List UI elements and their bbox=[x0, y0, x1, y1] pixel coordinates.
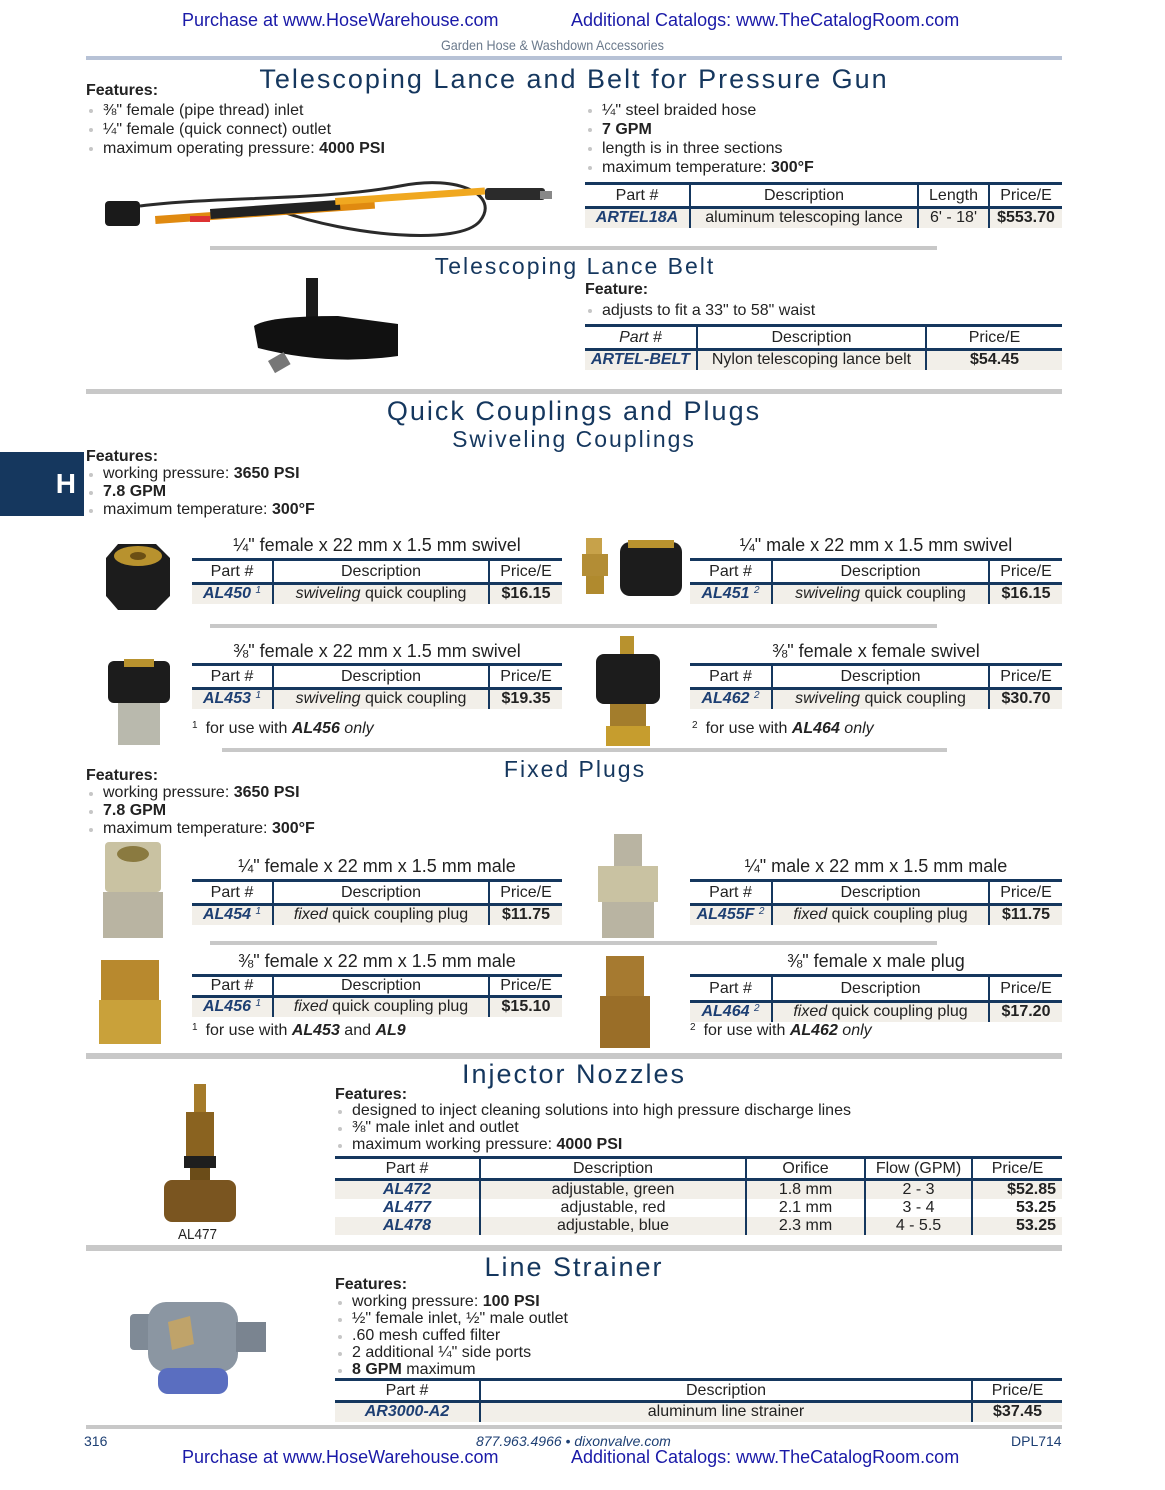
al451-image bbox=[578, 536, 688, 600]
section-subtitle: Garden Hose & Washdown Accessories bbox=[441, 37, 664, 53]
part-number[interactable]: AL454 $^1$ bbox=[192, 905, 273, 925]
col-description: Description bbox=[697, 326, 926, 350]
price: $11.75 bbox=[489, 905, 562, 925]
al451-table bbox=[690, 558, 1062, 604]
flow: 2 - 3 bbox=[865, 1180, 972, 1200]
col-part: Part # bbox=[585, 184, 690, 208]
footnote-1: $^1$ for use with AL453 and AL9 bbox=[192, 1022, 406, 1039]
section-tab-h[interactable]: H bbox=[0, 452, 84, 516]
col-price: Price/E bbox=[489, 881, 562, 905]
table-row bbox=[192, 584, 562, 604]
col-part: Part # bbox=[690, 665, 772, 689]
footnote-2: $^2$ for use with AL464 only bbox=[692, 720, 874, 737]
col-price: Price/E bbox=[989, 560, 1062, 584]
part-number[interactable]: AL450 $^1$ bbox=[192, 584, 273, 604]
part-number[interactable]: AL462 $^2$ bbox=[690, 689, 772, 709]
injector-parts-table bbox=[335, 1156, 1062, 1235]
telescoping-lance-image bbox=[100, 176, 552, 244]
feature-item: 2 additional ¼" side ports bbox=[335, 1344, 568, 1361]
divider bbox=[210, 246, 937, 250]
al456-caption: ⅜" female x 22 mm x 1.5 mm male bbox=[238, 951, 516, 971]
description: fixed quick coupling plug bbox=[273, 997, 489, 1017]
description: swiveling quick coupling bbox=[772, 584, 989, 604]
col-price: Price/E bbox=[989, 976, 1062, 1002]
description: adjustable, red bbox=[480, 1199, 746, 1217]
al477-image-caption: AL477 bbox=[178, 1226, 218, 1243]
description: aluminum telescoping lance bbox=[690, 208, 918, 228]
footnote-1: $^1$ for use with AL456 only bbox=[192, 720, 374, 737]
feature-item: maximum working pressure: 4000 PSI bbox=[335, 1136, 851, 1153]
col-description: Description bbox=[690, 184, 918, 208]
price: 53.25 bbox=[972, 1217, 1062, 1235]
part-number[interactable]: AL455F $^2$ bbox=[690, 905, 772, 925]
part-number[interactable]: AL478 bbox=[335, 1217, 480, 1235]
table-row bbox=[690, 905, 1062, 925]
al451-caption: ¼" male x 22 mm x 1.5 mm swivel bbox=[739, 535, 1013, 555]
al455f-caption: ¼" male x 22 mm x 1.5 mm male bbox=[744, 856, 1008, 876]
col-description: Description bbox=[772, 560, 989, 584]
couplings-features-label: Features: bbox=[86, 448, 159, 465]
col-part: Part # bbox=[585, 326, 697, 350]
catalog-code: DPL714 bbox=[1011, 1433, 1062, 1449]
al453-table bbox=[192, 663, 562, 709]
part-number[interactable]: AL464 $^2$ bbox=[690, 1002, 772, 1022]
table-row bbox=[192, 689, 562, 709]
al455f-table bbox=[690, 879, 1062, 925]
line-strainer-image bbox=[128, 1300, 270, 1398]
strainer-features bbox=[335, 1293, 568, 1378]
part-number[interactable]: AR3000-A2 bbox=[335, 1402, 480, 1422]
section-divider bbox=[86, 1245, 1062, 1251]
footer-contact: 877.963.4966 • dixonvalve.com bbox=[476, 1433, 671, 1449]
price: $30.70 bbox=[989, 689, 1062, 709]
col-description: Description bbox=[273, 665, 489, 689]
footer-divider bbox=[86, 1425, 1062, 1429]
belt-parts-table bbox=[585, 324, 1062, 370]
orifice: 2.3 mm bbox=[746, 1217, 865, 1235]
lance-features-label: Features: bbox=[86, 82, 159, 99]
col-part: Part # bbox=[335, 1158, 480, 1180]
feature-item: 8 GPM maximum bbox=[335, 1361, 568, 1378]
description: swiveling quick coupling bbox=[273, 689, 489, 709]
price: $11.75 bbox=[989, 905, 1062, 925]
orifice: 2.1 mm bbox=[746, 1199, 865, 1217]
al456-image bbox=[97, 958, 163, 1046]
table-row bbox=[335, 1402, 1062, 1422]
feature-item: maximum temperature: 300°F bbox=[86, 820, 315, 838]
col-description: Description bbox=[772, 665, 989, 689]
description: swiveling quick coupling bbox=[772, 689, 989, 709]
col-price: Price/E bbox=[972, 1380, 1062, 1402]
plugs-features-label: Features: bbox=[86, 767, 159, 784]
length: 6' - 18' bbox=[918, 208, 989, 228]
feature-item: ½" female inlet, ½" male outlet bbox=[335, 1310, 568, 1327]
feature-item: designed to inject cleaning solutions into high pressure discharge lines bbox=[335, 1102, 851, 1119]
table-row bbox=[585, 350, 1062, 370]
al462-table bbox=[690, 663, 1062, 709]
feature-item: ⅜" male inlet and outlet bbox=[335, 1119, 851, 1136]
description: swiveling quick coupling bbox=[273, 584, 489, 604]
al454-table bbox=[192, 879, 562, 925]
description: fixed quick coupling plug bbox=[273, 905, 489, 925]
al477-image bbox=[160, 1084, 240, 1224]
col-description: Description bbox=[772, 976, 989, 1002]
strainer-section-title: Line Strainer bbox=[484, 1252, 664, 1282]
price: $16.15 bbox=[489, 584, 562, 604]
divider bbox=[210, 941, 937, 945]
table-row bbox=[335, 1199, 1062, 1217]
col-description: Description bbox=[273, 976, 489, 997]
injector-section-title: Injector Nozzles bbox=[461, 1059, 687, 1089]
col-price: Price/E bbox=[989, 184, 1062, 208]
col-description: Description bbox=[480, 1380, 972, 1402]
al450-caption: ¼" female x 22 mm x 1.5 mm swivel bbox=[233, 535, 521, 555]
flow: 3 - 4 bbox=[865, 1199, 972, 1217]
swiveling-subtitle: Swiveling Couplings bbox=[452, 426, 696, 452]
col-price: Price/E bbox=[489, 665, 562, 689]
price: $15.10 bbox=[489, 997, 562, 1017]
col-description: Description bbox=[273, 881, 489, 905]
feature-item: .60 mesh cuffed filter bbox=[335, 1327, 568, 1344]
strainer-features-label: Features: bbox=[335, 1276, 408, 1293]
feature-item: 7.8 GPM bbox=[86, 483, 315, 501]
col-flow: Flow (GPM) bbox=[865, 1158, 972, 1180]
col-price: Price/E bbox=[489, 560, 562, 584]
al464-table bbox=[690, 974, 1062, 1022]
page-number: 316 bbox=[84, 1433, 108, 1449]
col-part: Part # bbox=[192, 976, 273, 997]
fixed-plugs-title: Fixed Plugs bbox=[503, 756, 647, 782]
feature-item: working pressure: 3650 PSI bbox=[86, 784, 315, 802]
al454-image bbox=[97, 840, 169, 940]
description: Nylon telescoping lance belt bbox=[697, 350, 926, 370]
lance-section-title: Telescoping Lance and Belt for Pressure Gun bbox=[259, 64, 889, 94]
part-number[interactable]: AL453 $^1$ bbox=[192, 689, 273, 709]
al453-image bbox=[104, 657, 174, 747]
feature-item: ¼" steel braided hose bbox=[585, 101, 814, 120]
table-row bbox=[192, 905, 562, 925]
price: $17.20 bbox=[989, 1002, 1062, 1022]
couplings-section-title: Quick Couplings and Plugs bbox=[386, 396, 762, 426]
description: aluminum line strainer bbox=[480, 1402, 972, 1422]
col-price: Price/E bbox=[989, 881, 1062, 905]
feature-item: adjusts to fit a 33" to 58" waist bbox=[585, 301, 815, 320]
feature-item: working pressure: 100 PSI bbox=[335, 1293, 568, 1310]
lance-features-right bbox=[585, 101, 814, 177]
table-row bbox=[690, 689, 1062, 709]
injector-features-label: Features: bbox=[335, 1086, 408, 1103]
description: adjustable, blue bbox=[480, 1217, 746, 1235]
col-price: Price/E bbox=[989, 665, 1062, 689]
col-description: Description bbox=[273, 560, 489, 584]
lance-parts-table bbox=[585, 182, 1062, 228]
part-number[interactable]: AL451 $^2$ bbox=[690, 584, 772, 604]
al450-image bbox=[98, 538, 176, 614]
feature-item: maximum operating pressure: 4000 PSI bbox=[86, 139, 385, 158]
table-row bbox=[192, 997, 562, 1017]
al464-image bbox=[596, 954, 654, 1050]
al462-caption: ⅜" female x female swivel bbox=[772, 641, 980, 661]
al464-caption: ⅜" female x male plug bbox=[787, 951, 965, 971]
part-number[interactable]: ARTEL18A bbox=[585, 208, 690, 228]
col-part: Part # bbox=[690, 881, 772, 905]
lance-features-left bbox=[86, 101, 385, 158]
col-orifice: Orifice bbox=[746, 1158, 865, 1180]
al462-image bbox=[592, 636, 664, 748]
col-part: Part # bbox=[335, 1380, 480, 1402]
feature-item: 7 GPM bbox=[585, 120, 814, 139]
al453-caption: ⅜" female x 22 mm x 1.5 mm swivel bbox=[233, 641, 521, 661]
price: 53.25 bbox=[972, 1199, 1062, 1217]
col-description: Description bbox=[480, 1158, 746, 1180]
description: fixed quick coupling plug bbox=[772, 905, 989, 925]
part-number[interactable]: ARTEL-BELT bbox=[585, 350, 697, 370]
belt-features bbox=[585, 301, 815, 320]
footer-catalogs-link[interactable]: Additional Catalogs: www.TheCatalogRoom.com bbox=[571, 1447, 960, 1467]
table-row bbox=[690, 584, 1062, 604]
divider bbox=[222, 748, 947, 752]
description: adjustable, green bbox=[480, 1180, 746, 1200]
al456-table bbox=[192, 974, 562, 1017]
table-row bbox=[335, 1180, 1062, 1200]
feature-item: working pressure: 3650 PSI bbox=[86, 465, 315, 483]
price: $19.35 bbox=[489, 689, 562, 709]
feature-item: maximum temperature: 300°F bbox=[86, 501, 315, 519]
additional-catalogs-link[interactable]: Additional Catalogs: www.TheCatalogRoom.com bbox=[571, 10, 960, 30]
part-number[interactable]: AL477 bbox=[335, 1199, 480, 1217]
price: $54.45 bbox=[926, 350, 1062, 370]
feature-item: 7.8 GPM bbox=[86, 802, 315, 820]
col-part: Part # bbox=[192, 881, 273, 905]
col-price: Price/E bbox=[972, 1158, 1062, 1180]
col-part: Part # bbox=[690, 976, 772, 1002]
strainer-parts-table bbox=[335, 1378, 1062, 1422]
flow: 4 - 5.5 bbox=[865, 1217, 972, 1235]
feature-item: length is in three sections bbox=[585, 139, 814, 158]
col-price: Price/E bbox=[926, 326, 1062, 350]
col-description: Description bbox=[772, 881, 989, 905]
footnote-2: $^2$ for use with AL462 only bbox=[690, 1022, 872, 1039]
header-divider bbox=[86, 56, 1062, 60]
feature-item: ¼" female (quick connect) outlet bbox=[86, 120, 385, 139]
price: $52.85 bbox=[972, 1180, 1062, 1200]
description: fixed quick coupling plug bbox=[772, 1002, 989, 1022]
purchase-link[interactable]: Purchase at www.HoseWarehouse.com bbox=[182, 10, 499, 30]
table-row bbox=[690, 1002, 1062, 1022]
price: $553.70 bbox=[989, 208, 1062, 228]
table-row bbox=[585, 208, 1062, 228]
col-length: Length bbox=[918, 184, 989, 208]
part-number[interactable]: AL456 $^1$ bbox=[192, 997, 273, 1017]
col-part: Part # bbox=[192, 665, 273, 689]
couplings-features bbox=[86, 465, 315, 519]
orifice: 1.8 mm bbox=[746, 1180, 865, 1200]
plugs-features bbox=[86, 784, 315, 838]
table-row bbox=[335, 1217, 1062, 1235]
divider bbox=[210, 624, 937, 628]
al455f-image bbox=[592, 834, 664, 940]
belt-section-title: Telescoping Lance Belt bbox=[434, 253, 716, 279]
lance-belt-image bbox=[248, 276, 404, 386]
part-number[interactable]: AL472 bbox=[335, 1180, 480, 1200]
col-part: Part # bbox=[690, 560, 772, 584]
feature-item: ⅜" female (pipe thread) inlet bbox=[86, 101, 385, 120]
price: $16.15 bbox=[989, 584, 1062, 604]
feature-item: maximum temperature: 300°F bbox=[585, 158, 814, 177]
section-divider bbox=[86, 389, 1062, 394]
belt-feature-label: Feature: bbox=[585, 281, 649, 298]
footer-purchase-link[interactable]: Purchase at www.HoseWarehouse.com bbox=[182, 1447, 499, 1467]
col-part: Part # bbox=[192, 560, 273, 584]
col-price: Price/E bbox=[489, 976, 562, 997]
price: $37.45 bbox=[972, 1402, 1062, 1422]
injector-features bbox=[335, 1102, 851, 1153]
al454-caption: ¼" female x 22 mm x 1.5 mm male bbox=[238, 856, 516, 876]
al450-table bbox=[192, 558, 562, 604]
